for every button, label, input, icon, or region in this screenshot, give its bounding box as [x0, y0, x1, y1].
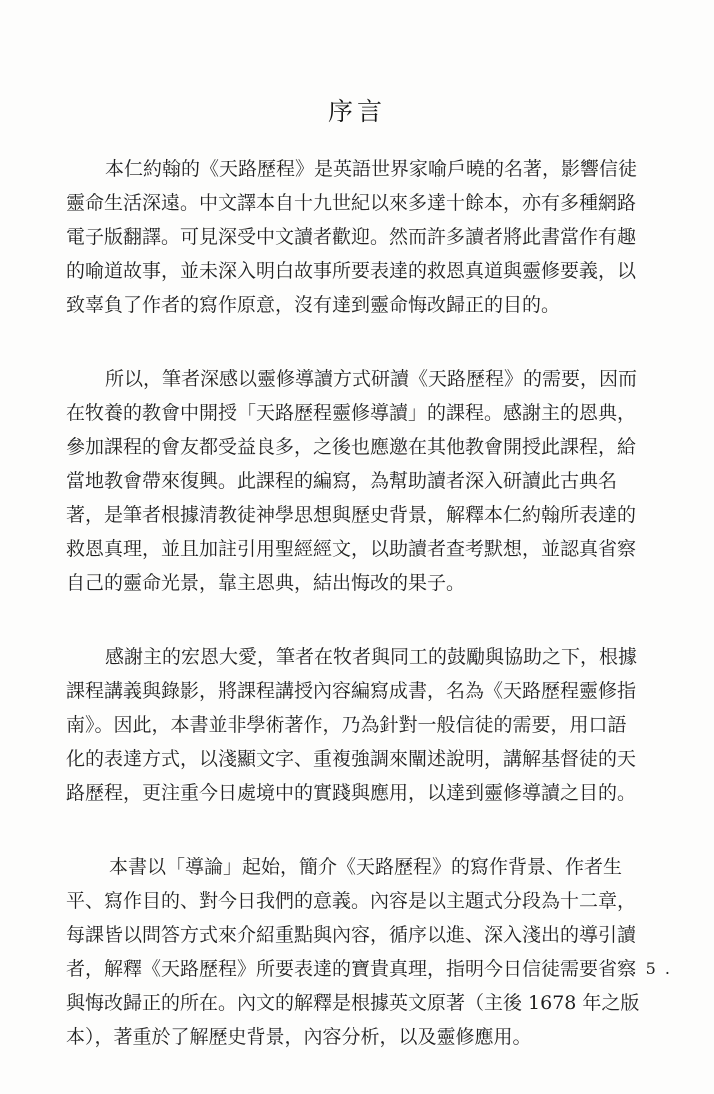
paragraph-4	[66, 850, 652, 1054]
paragraph-1	[66, 152, 652, 322]
text-line: 當地教會帶來復興。此課程的編寫，為幫助讀者深入研讀此古典名	[66, 470, 618, 492]
text-line: 課程講義與錄影，將課程講授內容編寫成書，名為《天路歷程靈修指	[66, 680, 637, 702]
text-line: 化的表達方式，以淺顯文字、重複強調來闡述說明，講解基督徒的天	[66, 748, 637, 770]
text-line: 南》。因此，本書並非學術著作，乃為針對一般信徒的需要，用口語	[66, 714, 627, 736]
text-line: 與悔改歸正的所在。內文的解釋是根據英文原著（主後 1678 年之版	[66, 992, 640, 1014]
text-line: 在牧養的教會中開授「天路歷程靈修導讀」的課程。感謝主的恩典，	[66, 402, 637, 424]
text-line: 致辜負了作者的寫作原意，沒有達到靈命悔改歸正的目的。	[66, 294, 561, 316]
page-title: 序言	[327, 97, 386, 126]
preface-body	[66, 152, 652, 1094]
text-line: 平、寫作目的、對今日我們的意義。內容是以主題式分段為十二章，	[66, 890, 637, 912]
text-line: 每課皆以問答方式來介紹重點與內容，循序以進、深入淺出的導引讀	[66, 924, 637, 946]
text-line: 電子版翻譯。可見深受中文讀者歡迎。然而許多讀者將此書當作有趣	[66, 226, 637, 248]
text-line: 路歷程，更注重今日處境中的實踐與應用，以達到靈修導讀之目的。	[66, 782, 637, 804]
paragraph-2	[66, 362, 652, 600]
text-line: 參加課程的會友都受益良多，之後也應邀在其他教會開授此課程，給	[66, 436, 637, 458]
text-line: 本書以「導論」起始，簡介《天路歷程》的寫作背景、作者生	[109, 856, 623, 878]
text-line: 者，解釋《天路歷程》所要表達的寶貴真理，指明今日信徒需要省察	[66, 958, 637, 980]
page-number: . 5 .	[631, 959, 672, 978]
text-line: 本仁約翰的《天路歷程》是英語世界家喻戶曉的名著，影響信徒	[105, 158, 638, 180]
text-line: 本），著重於了解歷史背景，內容分析，以及靈修應用。	[66, 1026, 532, 1048]
text-line: 救恩真理，並且加註引用聖經經文，以助讀者查考默想，並認真省察	[66, 538, 637, 560]
text-line: 著，是筆者根據清教徒神學思想與歷史背景，解釋本仁約翰所表達的	[66, 504, 637, 526]
text-line: 自己的靈命光景，靠主恩典，結出悔改的果子。	[66, 572, 466, 594]
paragraph-3	[66, 640, 652, 810]
text-line: 所以，筆者深感以靈修導讀方式研讀《天路歷程》的需要，因而	[105, 368, 638, 390]
text-line: 靈命生活深遠。中文譯本自十九世紀以來多達十餘本，亦有多種網路	[66, 192, 637, 214]
text-line: 的喻道故事，並未深入明白故事所要表達的救恩真道與靈修要義，以	[66, 260, 637, 282]
text-line: 感謝主的宏恩大愛，筆者在牧者與同工的鼓勵與協助之下，根據	[105, 646, 638, 668]
